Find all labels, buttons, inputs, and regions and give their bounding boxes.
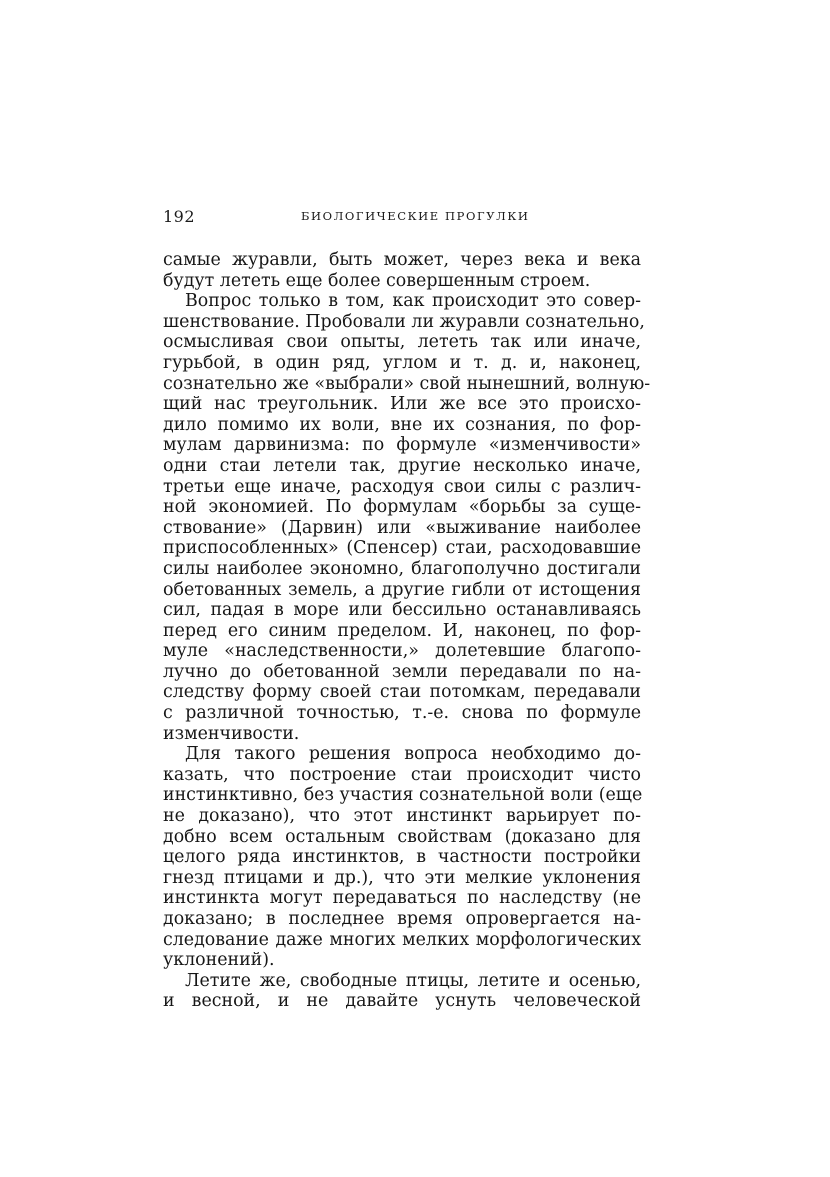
text-line: доказано; в последнее время опровергается на- — [163, 909, 641, 929]
text-line: Вопрос только в том, как происходит это совер- — [185, 291, 641, 312]
text-line: самые журавли, быть может, через века и века — [163, 250, 641, 270]
text-line: силы наиболее экономно, благополучно достигали — [163, 558, 641, 579]
text-line: шенствование. Пробовали ли журавли сознательно, — [163, 311, 645, 332]
text-line: следству форму своей стаи потомкам, передавали — [163, 682, 641, 703]
text-line: гнезд птицами и др.), что эти мелкие уклонения — [163, 867, 641, 888]
text-line: сознательно же «выбрали» свой нынешний, волную- — [163, 373, 651, 394]
page-header — [163, 207, 641, 231]
text-line: казать, что построение стаи происходит чисто — [163, 764, 641, 785]
text-line: инстинктивно, без участия сознательной воли (еще — [163, 785, 643, 806]
text-line: третьи еще иначе, расходуя свои силы с различ- — [163, 476, 641, 497]
text-line: Для такого решения вопроса необходимо до- — [185, 744, 641, 765]
running-title: БИОЛОГИЧЕСКИЕ ПРОГУЛКИ — [301, 209, 530, 223]
text-line: с различной точностью, т.-е. снова по формуле — [163, 703, 641, 724]
text-line: осмысливая свои опыты, лететь так или иначе, — [163, 332, 641, 353]
text-line: дило помимо их воли, вне их сознания, по фор- — [163, 414, 641, 435]
text-line: и весной, и не давайте уснуть человеческой — [163, 991, 641, 1012]
text-line: изменчивости. — [163, 723, 300, 744]
text-line: муле «наследственности,» долетевшие благопо- — [163, 641, 641, 662]
text-line: щий нас треугольник. Или же все это происхо- — [163, 394, 641, 415]
text-line: следование даже многих мелких морфологических — [163, 929, 641, 950]
text-line: целого ряда инстинктов, в частности постройки — [163, 847, 641, 868]
text-line: не доказано), что этот инстинкт варьирует по- — [163, 806, 641, 827]
page-number: 192 — [163, 207, 196, 226]
text-line: приспособленных» (Спенсер) стаи, расходовавшие — [163, 538, 641, 559]
text-line: инстинкта могут передаваться по наследству (не — [163, 888, 641, 909]
text-line: Летите же, свободные птицы, летите и осенью, — [185, 970, 641, 991]
text-line: уклонений). — [163, 950, 275, 971]
text-line: перед его синим пределом. И, наконец, по фор- — [163, 620, 641, 641]
text-line: мулам дарвинизма: по формуле «изменчивости» — [163, 435, 641, 456]
body-text — [163, 250, 651, 1012]
text-line: будут лететь еще более совершенным строем. — [163, 270, 591, 291]
text-line: ной экономией. По формулам «борьбы за суще- — [163, 497, 641, 518]
text-line: ствование» (Дарвин) или «выживание наиболее — [163, 517, 641, 538]
text-line: гурьбой, в один ряд, углом и т. д. и, наконец, — [163, 352, 641, 373]
text-line: лучно до обетованной земли передавали по на- — [163, 661, 641, 682]
text-line: одни стаи летели так, другие несколько иначе, — [163, 455, 641, 476]
text-line: добно всем остальным свойствам (доказано для — [163, 826, 641, 847]
text-line: сил, падая в море или бессильно останавливаясь — [163, 600, 641, 621]
text-line: обетованных земель, а другие гибли от истощения — [163, 579, 641, 600]
